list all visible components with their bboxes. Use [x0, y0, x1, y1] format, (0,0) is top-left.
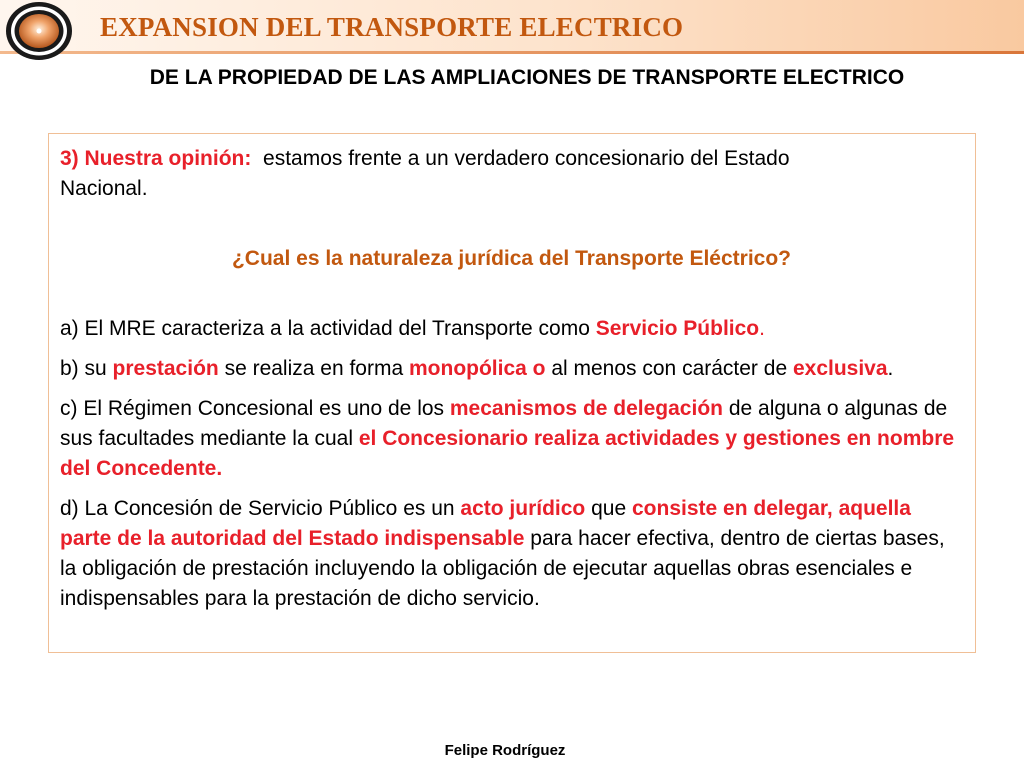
- paragraph-a-text: a) El MRE caracteriza a la actividad del Transporte como: [60, 317, 596, 340]
- paragraph-d: [60, 494, 963, 614]
- content-box: [48, 133, 976, 653]
- opinion-text-1: estamos frente a un verdadero concesionario del Estado: [251, 147, 790, 170]
- slide-subtitle: DE LA PROPIEDAD DE LAS AMPLIACIONES DE TRANSPORTE ELECTRICO: [149, 66, 905, 89]
- paragraph-d-highlight-2: consiste en delegar, aquella parte de la autoridad del Estado indispensable: [60, 497, 911, 550]
- paragraph-b: [60, 354, 963, 384]
- concentric-circle-logo-icon: [2, 0, 74, 62]
- opinion-line-2: Nacional.: [60, 177, 148, 200]
- paragraph-c-text-1: c) El Régimen Concesional es uno de los: [60, 397, 450, 420]
- paragraph-b-text-3: al menos con carácter de: [545, 357, 793, 380]
- paragraph-d-text-2: que: [585, 497, 632, 520]
- header-title: EXPANSION DEL TRANSPORTE ELECTRICO: [100, 12, 684, 42]
- paragraph-a: [60, 314, 963, 344]
- paragraph-b-highlight-2: monopólica o: [409, 357, 546, 380]
- paragraph-d-text-1: d) La Concesión de Servicio Público es un: [60, 497, 461, 520]
- paragraph-c-text-2: de alguna o algunas de sus facultades mediante la cual: [60, 397, 948, 450]
- paragraph-b-period: .: [887, 357, 894, 380]
- paragraph-c: [60, 394, 963, 484]
- opinion-line-1: [60, 144, 963, 174]
- paragraph-c-highlight-1: mecanismos de delegación: [449, 397, 723, 420]
- paragraph-b-highlight-1: prestación: [112, 357, 219, 380]
- paragraph-b-text-1: b) su: [60, 357, 113, 380]
- opinion-label: 3) Nuestra opinión:: [60, 147, 252, 170]
- footer-author: Felipe Rodríguez: [444, 742, 566, 759]
- paragraph-a-period: .: [759, 317, 765, 340]
- paragraph-d-highlight-1: acto jurídico: [460, 497, 586, 520]
- paragraph-b-highlight-3: exclusiva: [792, 357, 888, 380]
- paragraph-a-highlight: Servicio Público: [595, 317, 760, 340]
- paragraph-c-highlight-2: el Concesionario realiza actividades y gestiones en nombre del Concedente.: [60, 427, 955, 480]
- question-heading: ¿Cual es la naturaleza jurídica del Transporte Eléctrico?: [231, 247, 791, 270]
- header-divider: [0, 51, 1024, 54]
- paragraph-d-text-3: para hacer efectiva, dentro de ciertas bases, la obligación de prestación incluyendo la obligación de ejecutar aquellas obras esenciales e indispensables para la prestación de dicho servicio.: [60, 527, 945, 610]
- paragraph-b-text-2: se realiza en forma: [218, 357, 409, 380]
